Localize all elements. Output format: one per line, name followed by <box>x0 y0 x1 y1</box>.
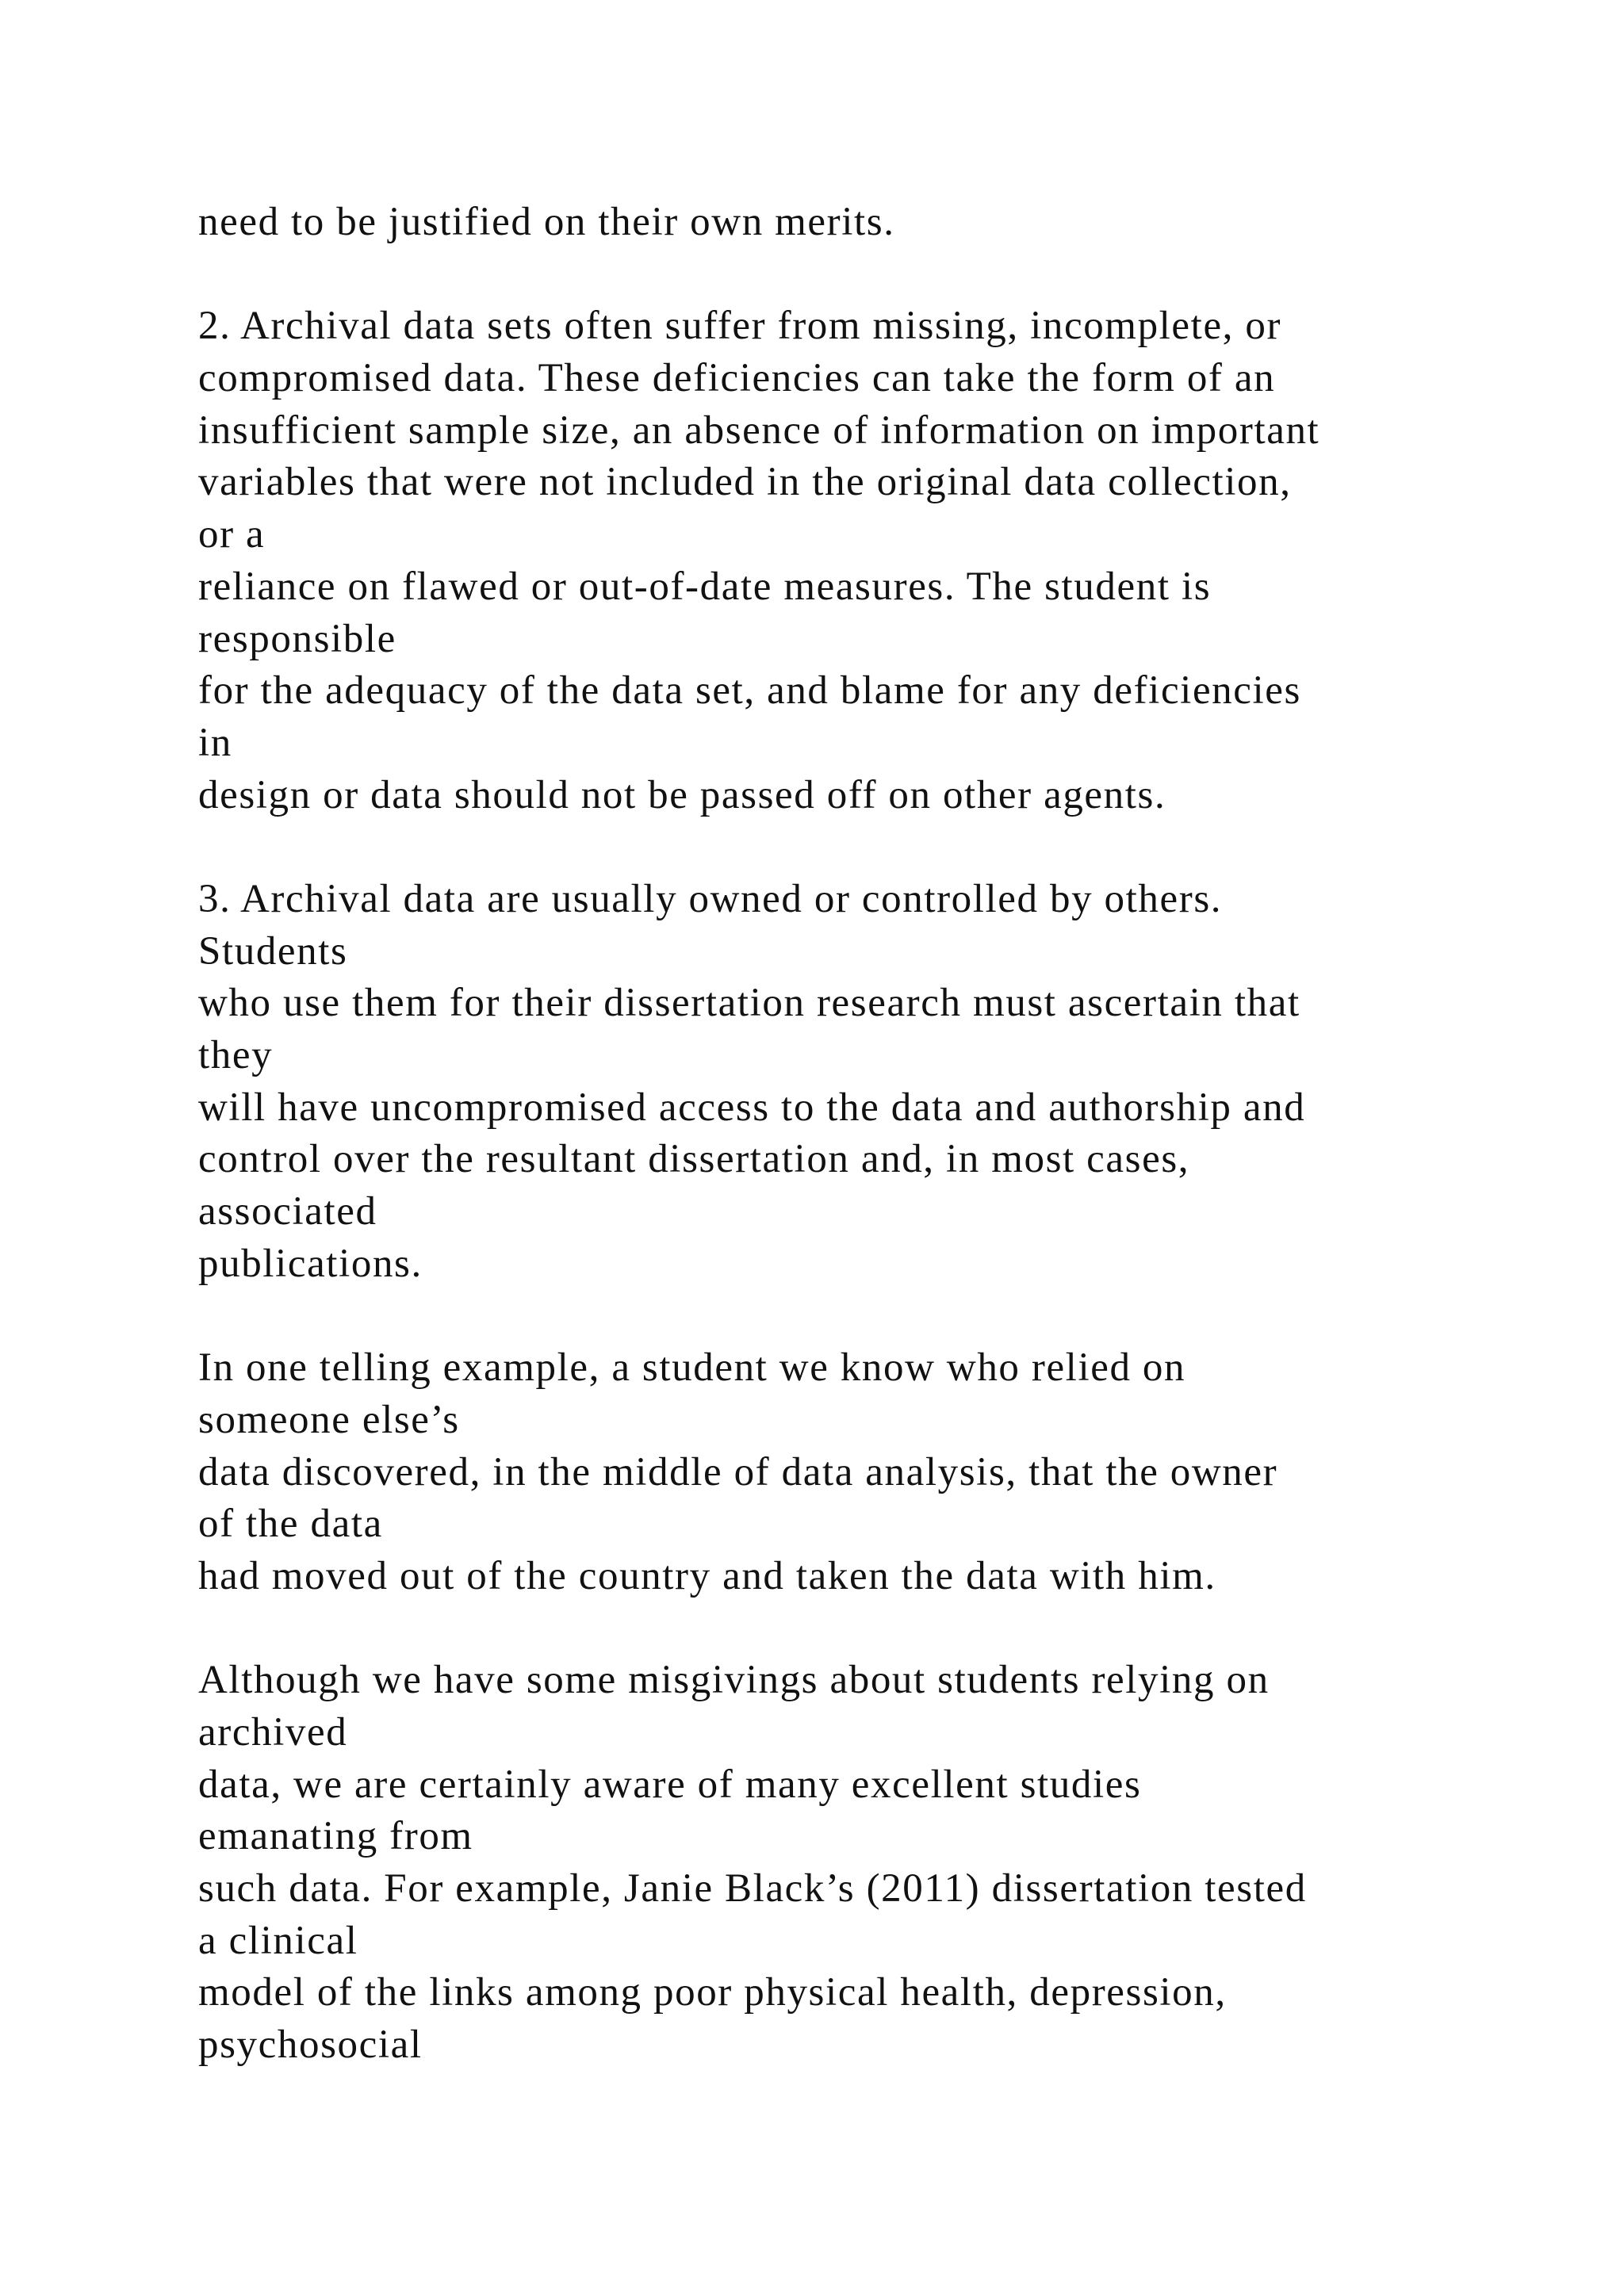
text-line: need to be justified on their own merits. <box>198 200 895 244</box>
text-line: 2. Archival data sets often suffer from missing, incomplete, or <box>198 304 1282 349</box>
text-line: of the data <box>198 1502 383 1547</box>
text-line: psychosocial <box>198 2022 423 2068</box>
text-line: control over the resultant dissertation and, in most cases, <box>198 1137 1190 1182</box>
text-line: Although we have some misgivings about students relying on <box>198 1658 1270 1703</box>
text-line: In one telling example, a student we know who relied on <box>198 1345 1186 1391</box>
text-line: compromised data. These deficiencies can take the form of an <box>198 356 1276 401</box>
text-line: in <box>198 720 232 765</box>
paragraph-gap <box>198 249 1546 301</box>
text-line: someone else’s <box>198 1397 460 1442</box>
text-line: reliance on flawed or out-of-date measures. The student is <box>198 564 1212 609</box>
text-line: data, we are certainly aware of many excellent studies <box>198 1762 1142 1807</box>
text-line: archived <box>198 1709 348 1755</box>
text-line: model of the links among poor physical health, depression, <box>198 1970 1227 2015</box>
text-line: will have uncompromised access to the data and authorship and <box>198 1085 1306 1130</box>
paragraph-gap <box>198 1603 1546 1655</box>
text-line: emanating from <box>198 1814 473 1859</box>
text-line: who use them for their dissertation research must ascertain that <box>198 981 1300 1026</box>
text-line: they <box>198 1033 274 1077</box>
text-line: associated <box>198 1189 377 1234</box>
text-line: a clinical <box>198 1918 358 1963</box>
text-line: variables that were not included in the original data collection, <box>198 460 1292 505</box>
text-line: design or data should not be passed off on other agents. <box>198 772 1166 817</box>
text-line: publications. <box>198 1241 423 1286</box>
text-line: insufficient sample size, an absence of information on important <box>198 408 1320 453</box>
text-line: or a <box>198 512 266 557</box>
text-line: Students <box>198 928 348 974</box>
text-line: 3. Archival data are usually owned or controlled by others. <box>198 876 1223 921</box>
text-line: data discovered, in the middle of data analysis, that the owner <box>198 1449 1278 1494</box>
text-line: for the adequacy of the data set, and blame for any deficiencies <box>198 668 1301 714</box>
paragraph-gap <box>198 1290 1546 1342</box>
text-line: such data. For example, Janie Black’s (2011) dissertation tested <box>198 1866 1307 1911</box>
body-text <box>198 197 1546 2072</box>
paragraph-gap <box>198 821 1546 874</box>
text-line: had moved out of the country and taken the data with him. <box>198 1553 1216 1598</box>
text-line: responsible <box>198 616 396 661</box>
